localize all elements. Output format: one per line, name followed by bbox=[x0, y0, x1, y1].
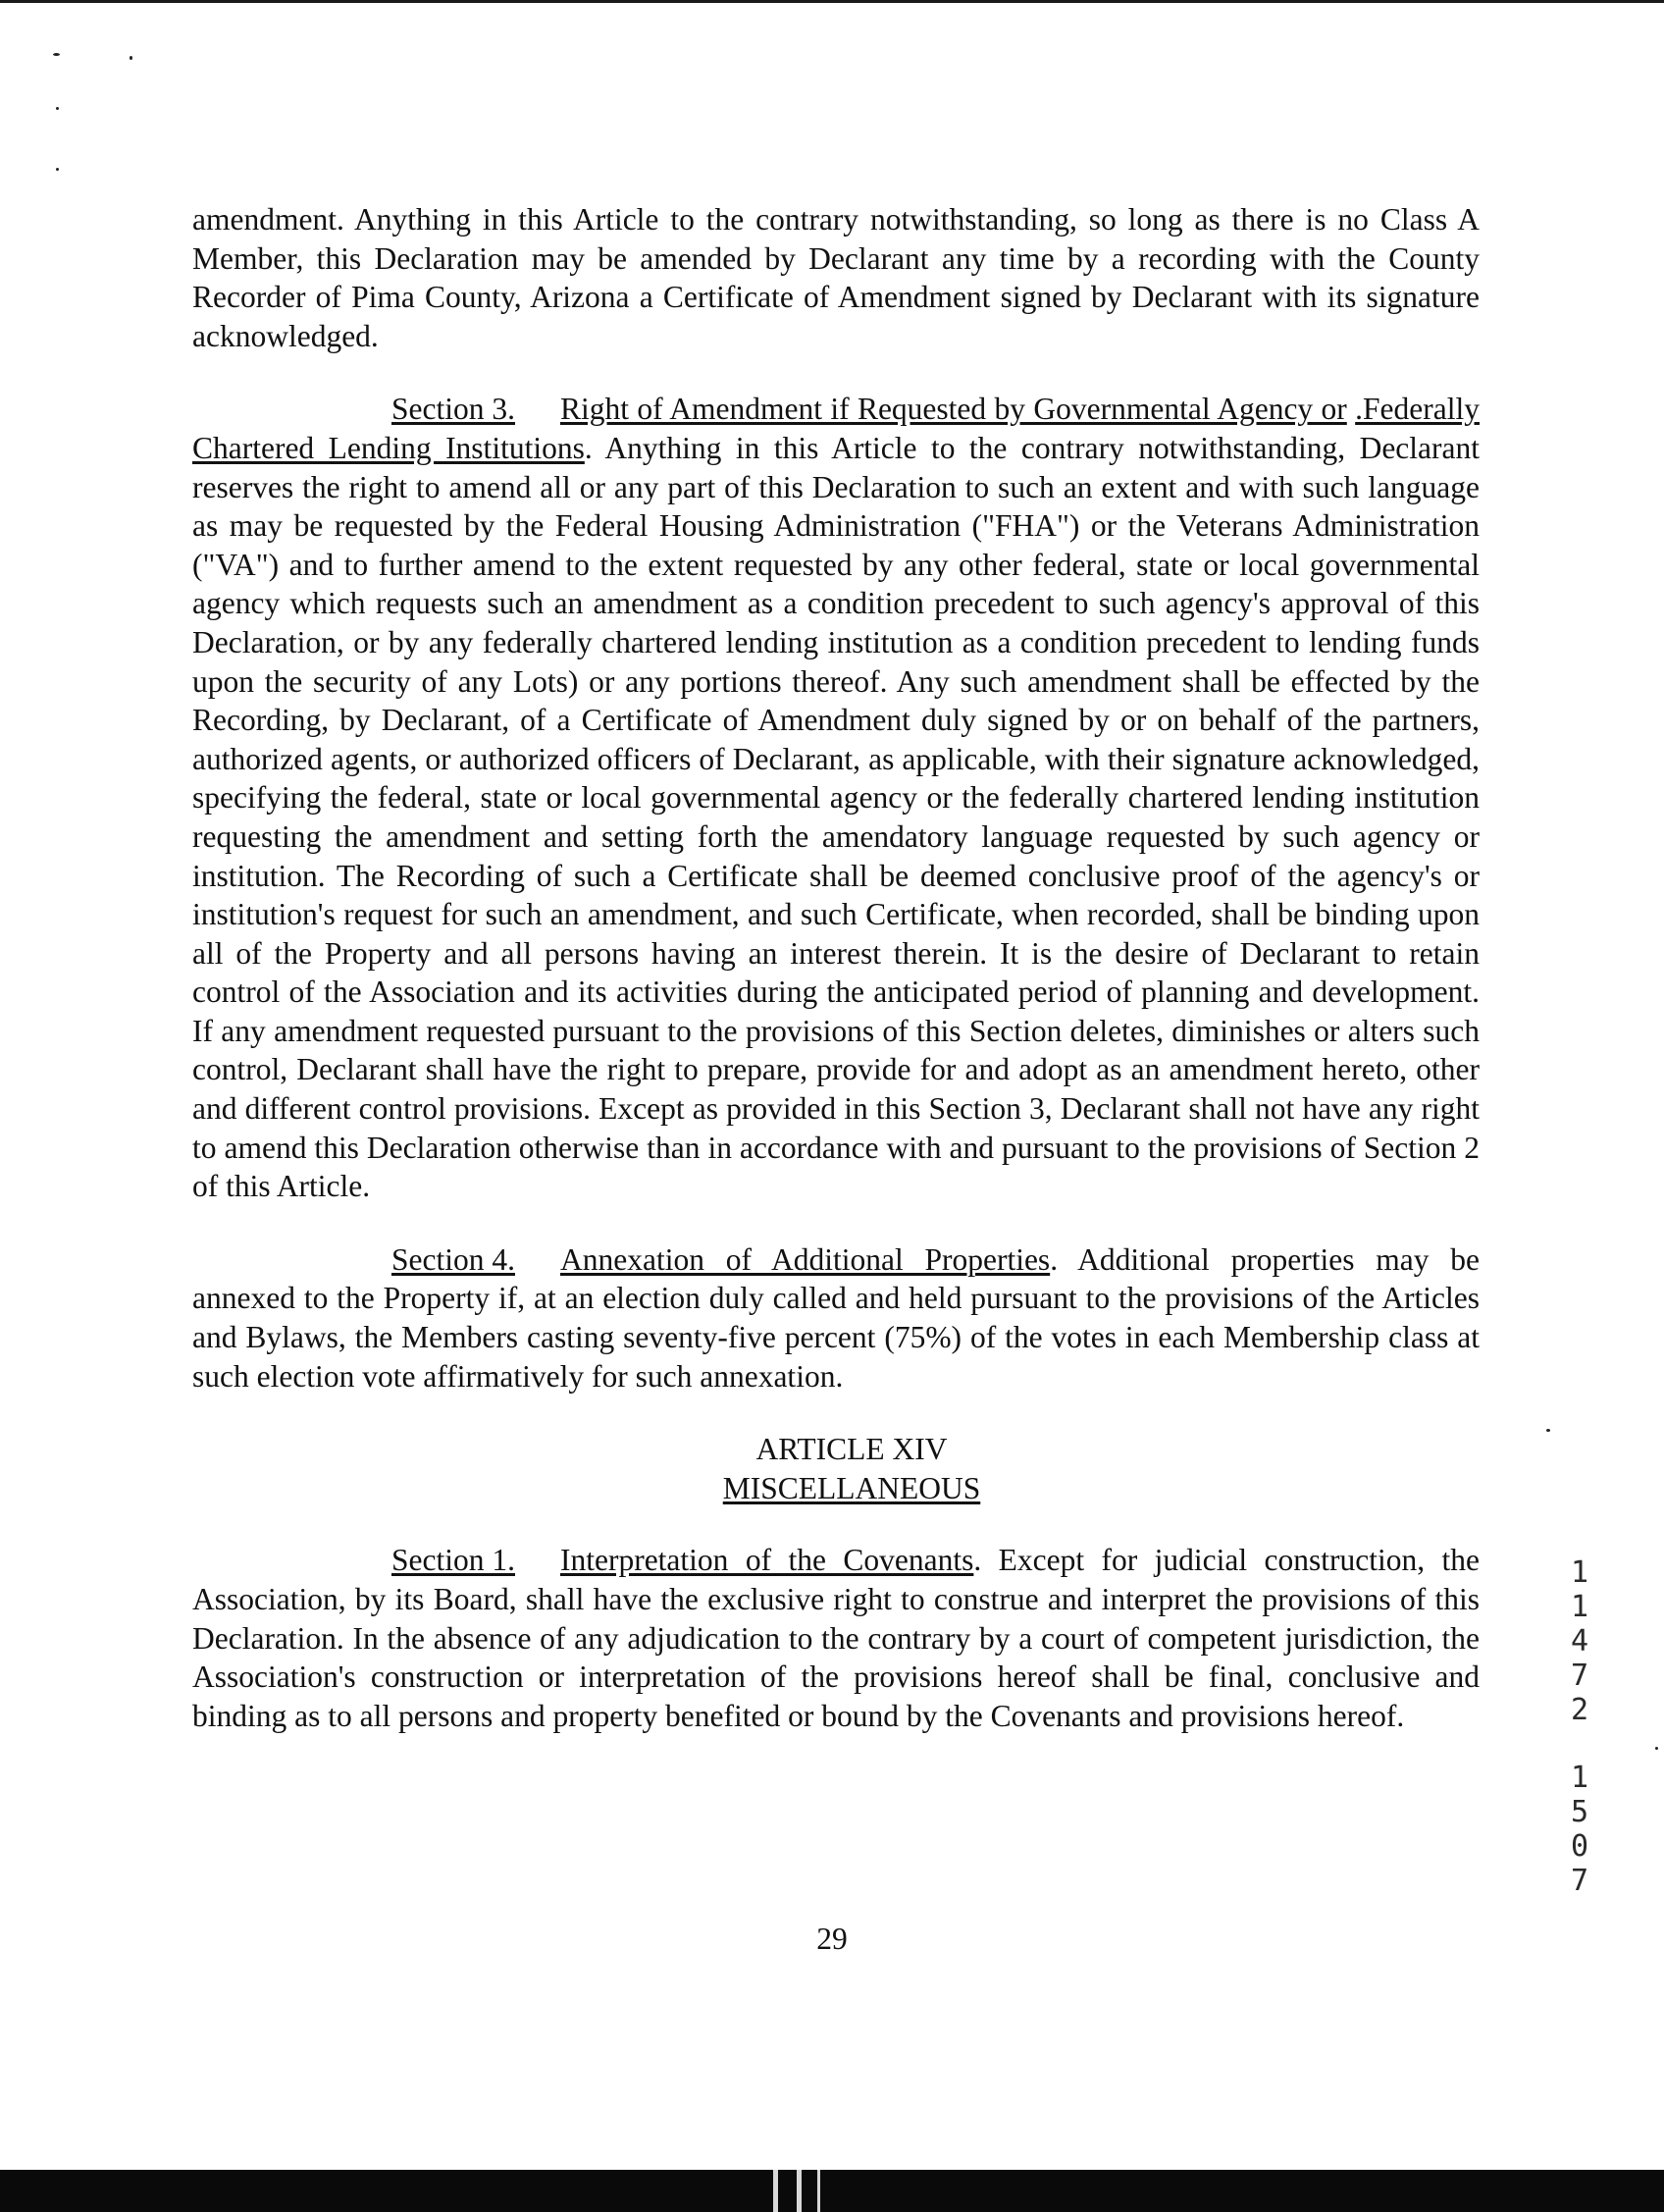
paragraph-spacer bbox=[192, 1507, 1480, 1541]
article-14-section-1-heading: Interpretation of the Covenants bbox=[560, 1543, 974, 1578]
section-3-heading-line-1: Right of Amendment if Requested by Governmental Agency or bbox=[560, 392, 1347, 427]
paragraph-spacer bbox=[192, 1396, 1480, 1430]
section-4-body: . Additional properties may be annexed to the Property if, at an election duly called and held pursuant to the provisions of the Articles and Bylaws, the Members casting seventy-five percent (75%) of the votes in each Membership class at such election vote affirmatively for such annexation. bbox=[192, 1241, 1480, 1394]
paragraph-amendment-continuation bbox=[192, 200, 1480, 355]
stamp-digit: 7 bbox=[1570, 1659, 1589, 1693]
section-4-heading: Annexation of Additional Properties bbox=[560, 1241, 1051, 1277]
scan-speck bbox=[1655, 1747, 1658, 1750]
stamp-digit: 1 bbox=[1570, 1761, 1589, 1795]
stamp-digit: 0 bbox=[1570, 1829, 1589, 1864]
paragraph-spacer bbox=[192, 1206, 1480, 1240]
section-3-label: Section 3. bbox=[391, 392, 515, 427]
scan-edge-artifact bbox=[773, 2170, 778, 2212]
scan-top-edge bbox=[0, 0, 1664, 3]
paragraph-spacer bbox=[192, 355, 1480, 390]
scan-speck bbox=[56, 168, 59, 171]
stamp-digit: 1 bbox=[1570, 1590, 1589, 1624]
scan-edge-artifact bbox=[797, 2170, 802, 2212]
section-4-label: Section 4. bbox=[391, 1241, 515, 1277]
scan-speck bbox=[1546, 1429, 1550, 1432]
scan-bottom-edge bbox=[0, 2170, 1664, 2212]
page-number: 29 bbox=[816, 1922, 848, 1956]
stamp-digit: 4 bbox=[1570, 1624, 1589, 1659]
scan-speck bbox=[130, 56, 132, 60]
section-3-body: . Anything in this Article to the contrary notwithstanding, Declarant reserves the right to amend all or any part of this Declaration to such an extent and with such language as may be requested by the Federal Housing Administration ("FHA") or the Veterans Administration ("VA") and to further amend to the extent requested by any other federal, state or local governmental agency which requests such an amendment as a condition precedent to such agency's approval of this Declaration, or by any federally chartered lending institution as a condition precedent to lending funds upon the security of any Lots) or any portions thereof. Any such amendment shall be effected by the Recording, by Declarant, of a Certificate of Amendment duly signed by or on behalf of the partners, authorized agents, or authorized officers of Declarant, as applicable, with their signature acknowledged, specifying the federal, state or local governmental agency or the federally chartered lending institution requesting the amendment and setting forth the amendatory language requested by such agency or institution. The Recording of such a Certificate shall be deemed conclusive proof of the agency's or institution's request for such an amendment, and such Certificate, when recorded, shall be binding upon all of the Property and all persons having an interest therein. It is the desire of Declarant to retain control of the Association and its activities during the anticipated period of planning and development. If any amendment requested pursuant to the provisions of this Section deletes, diminishes or alters such control, Declarant shall have the right to prepare, provide for and adopt as an amendment hereto, other and different control provisions. Except as provided in this Section 3, Declarant shall not have any right to amend this Declaration otherwise than in accordance with and pursuant to the provisions of Section 2 of this Article. bbox=[192, 430, 1480, 1204]
stamp-digit: 5 bbox=[1570, 1795, 1589, 1829]
stamp-digit: 2 bbox=[1570, 1693, 1589, 1727]
article-number: ARTICLE XIV bbox=[755, 1432, 948, 1467]
paragraph-text: amendment. Anything in this Article to the contrary notwithstanding, so long as there is no Class A Member, this Declaration may be amended by Declarant any time by a recording with the County Recorder of Pima County, Arizona a Certificate of Amendment signed by Declarant with its signature acknowledged. bbox=[192, 202, 1480, 353]
article-14-section-1-label: Section 1. bbox=[391, 1543, 515, 1578]
scan-speck bbox=[53, 53, 60, 56]
article-14-section-1-body: . Except for judicial construction, the Association, by its Board, shall have the exclusive right to construe and interpret the provisions of this Declaration. In the absence of any adjudication to the contrary by a court of competent jurisdiction, the Association's construction or interpretation of the provisions hereof shall be final, conclusive and binding as to all persons and property benefited or bound by the Covenants and provisions hereof. bbox=[192, 1543, 1480, 1733]
margin-recording-stamp bbox=[1560, 1555, 1599, 1898]
section-3-heading-line-2: .Federally Chartered Lending Institutions bbox=[192, 392, 1480, 465]
document-page bbox=[192, 200, 1480, 1735]
section-4-paragraph bbox=[192, 1240, 1480, 1396]
scan-speck bbox=[56, 107, 59, 110]
article-title-text: MISCELLANEOUS bbox=[722, 1470, 981, 1505]
scan-edge-artifact bbox=[817, 2170, 820, 2212]
stamp-spacer bbox=[1560, 1727, 1599, 1761]
article-14-section-1-paragraph bbox=[192, 1541, 1480, 1735]
section-3-paragraph bbox=[192, 390, 1480, 1205]
stamp-digit: 7 bbox=[1570, 1864, 1589, 1898]
article-title bbox=[192, 1469, 1480, 1508]
stamp-digit: 1 bbox=[1570, 1555, 1589, 1590]
